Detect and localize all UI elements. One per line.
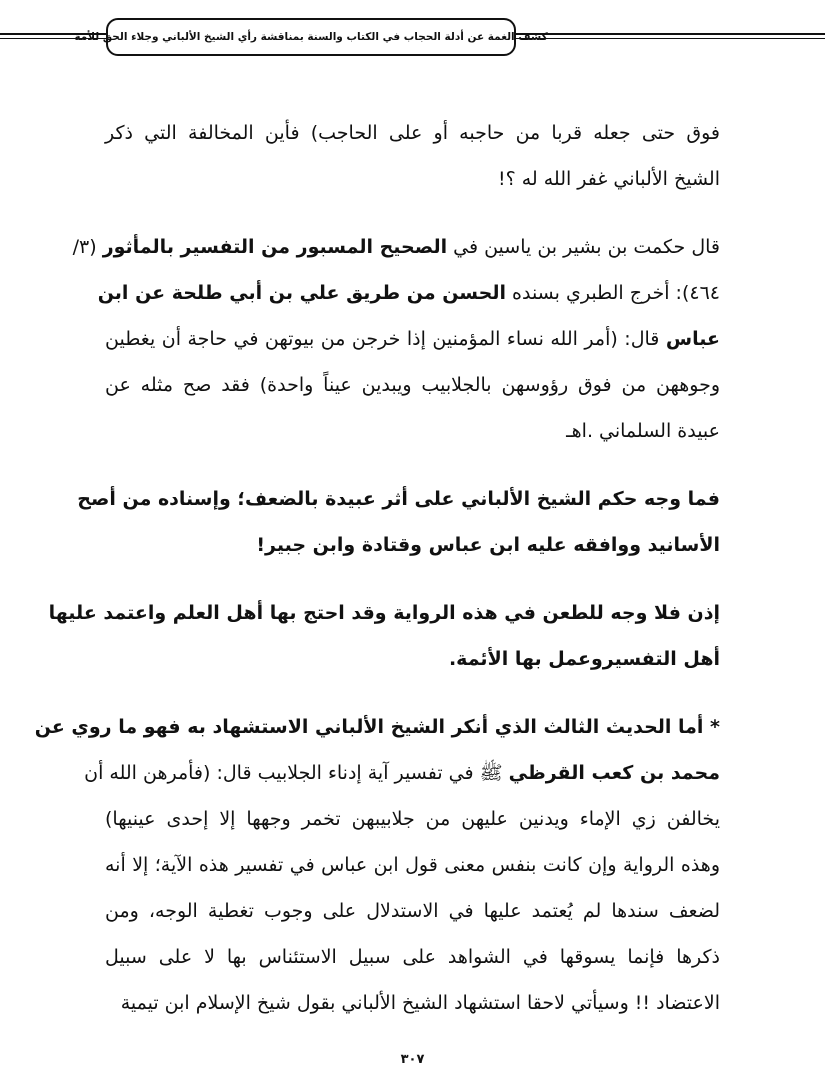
text: ٤٦٤): أخرج الطبري بسنده <box>505 282 720 304</box>
text: قال حكمت بن بشير بن ياسين في <box>447 236 720 258</box>
bold-text: أهل التفسيروعمل بها الأئمة. <box>448 648 720 670</box>
text: وجوههن من فوق رؤوسهن بالجلابيب ويبدين عيناً واحدة) فقد صح مثله عن <box>105 374 720 396</box>
bold-text: فما وجه حكم الشيخ الألباني على أثر عبيدة بالضعف؛ وإسناده من أصح <box>77 488 720 510</box>
text-line <box>105 110 720 156</box>
text-line <box>105 522 720 568</box>
text-line <box>105 408 720 454</box>
text: وهذه الرواية وإن كانت بنفس معنى قول ابن عباس في تفسير هذه الآية؛ إلا أنه <box>105 854 720 876</box>
paragraph <box>48 590 720 682</box>
page-number: ٣٠٧ <box>400 1052 425 1067</box>
running-header <box>74 18 548 56</box>
paragraph <box>105 110 720 202</box>
text-line <box>105 362 720 408</box>
text-line <box>105 316 720 362</box>
text-line <box>84 750 720 796</box>
paragraph <box>72 224 720 454</box>
text-line <box>48 590 720 636</box>
text: عبيدة السلماني .اهـ <box>566 420 720 442</box>
text-line <box>105 636 720 682</box>
bold-text: عباس <box>665 328 720 350</box>
paragraph <box>77 476 720 568</box>
text: لضعف سندها لم يُعتمد عليها في الاستدلال على وجوب تغطية الوجه، ومن <box>105 900 720 922</box>
text: ﷺ في تفسير آية إدناء الجلابيب قال: (فأمرهن الله أن <box>84 762 509 784</box>
text: فوق حتى جعله قربا من حاجبه أو على الحاجب) فأين المخالفة التي ذكر <box>105 122 720 144</box>
text-line <box>34 704 720 750</box>
page-body <box>34 110 720 1048</box>
text-line <box>105 156 720 202</box>
text: يخالفن زي الإماء ويدنين عليهن من جلابيبهن تخمر وجهها إلا إحدى عينيها) <box>105 808 720 830</box>
text-line <box>72 224 720 270</box>
text-line <box>105 888 720 934</box>
text-line <box>77 476 720 522</box>
bold-text: الصحيح المسبور من التفسير بالمأثور <box>102 236 448 258</box>
text: قال: (أمر الله نساء المؤمنين إذا خرجن من بيوتهن في حاجة أن يغطين <box>105 328 666 350</box>
bold-text: * أما الحديث الثالث الذي أنكر الشيخ الألباني الاستشهاد به فهو ما روي عن <box>34 716 720 738</box>
text-line <box>97 270 720 316</box>
text-line <box>105 796 720 842</box>
bold-text: الحسن من طريق علي بن أبي طلحة عن ابن <box>97 282 506 304</box>
text-line <box>105 980 720 1026</box>
text: الاعتضاد !! وسيأتي لاحقا استشهاد الشيخ الألباني بقول شيخ الإسلام ابن تيمية <box>120 992 720 1014</box>
running-header-title: كشف الغمة عن أدلة الحجاب في الكتاب والسنة بمناقشة رأي الشيخ الألباني وجلاء الحق للأمة <box>74 31 548 43</box>
bold-text: الأسانيد ووافقه عليه ابن عباس وقتادة وابن جبير! <box>256 534 720 556</box>
text: الشيخ الألباني غفر الله له ؟! <box>497 168 720 190</box>
text: (٣/ <box>72 236 103 258</box>
bold-text: محمد بن كعب القرظي <box>508 762 720 784</box>
bold-text: إذن فلا وجه للطعن في هذه الرواية وقد احتج بها أهل العلم واعتمد عليها <box>48 602 720 624</box>
text-line <box>105 934 720 980</box>
text: ذكرها فإنما يسوقها في الشواهد على سبيل الاستئناس بها لا على سبيل <box>105 946 720 968</box>
paragraph <box>34 704 720 1026</box>
text-line <box>105 842 720 888</box>
